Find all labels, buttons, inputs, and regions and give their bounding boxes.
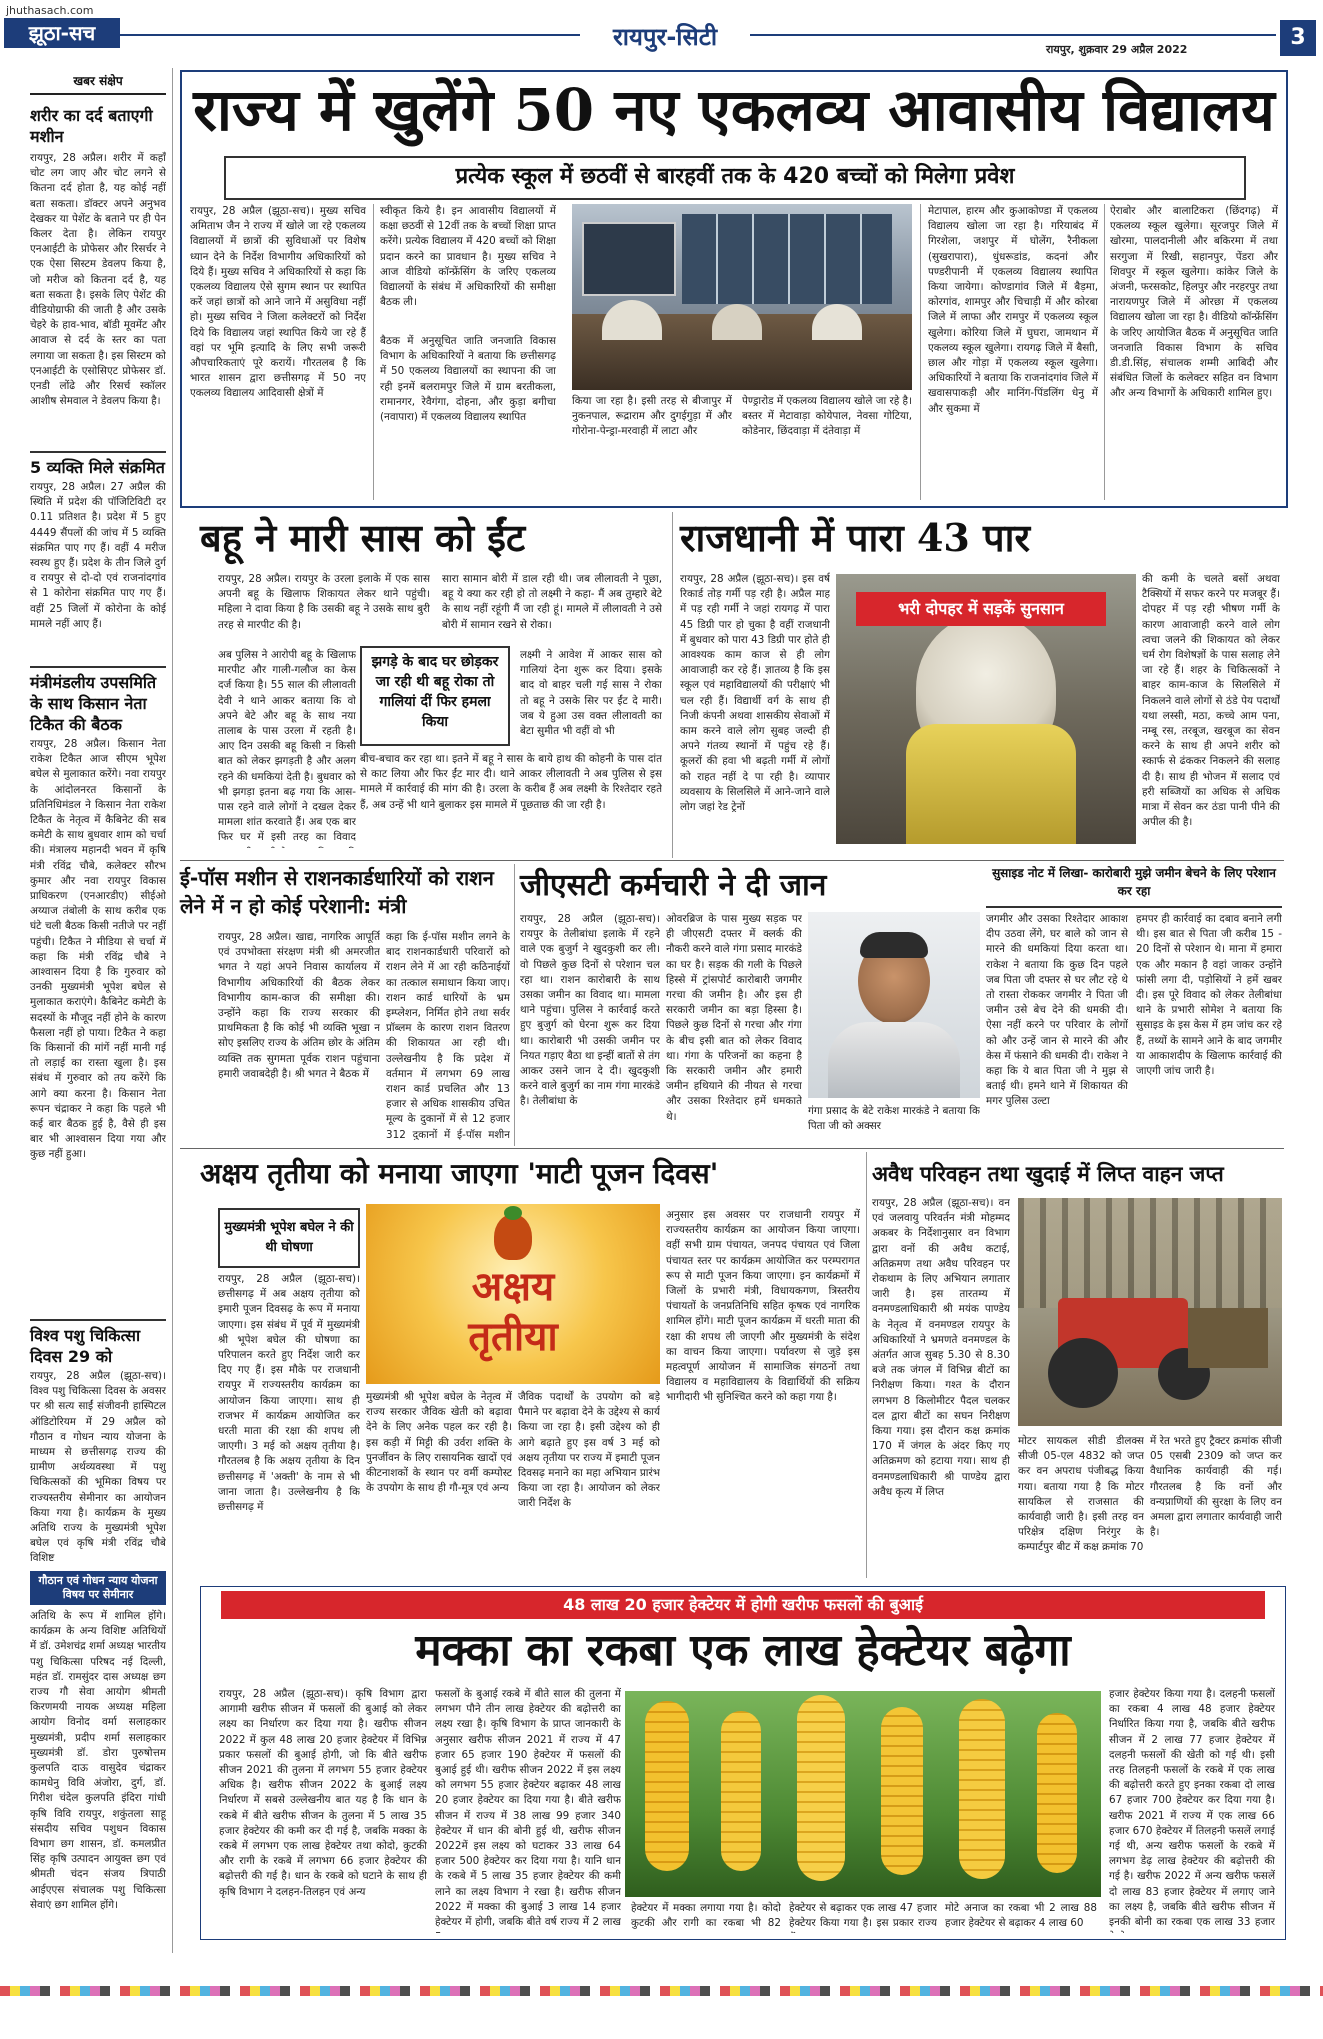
akshay-box: मुख्यमंत्री भूपेश बघेल ने की थी घोषणा — [218, 1208, 360, 1268]
garmi-col-2: की कमी के चलते बसों अथवा टैक्सियों में सफर करने पर मजबूर हैं। दोपहर में पड़ रही भीषण गर्मी के कारण आवाजाही करने वाले लोग त्वचा जलने की शिकायत को लेकर चर्म रोग विशेषज्ञों के पास सलाह लेने जा रहे हैं। शहर के चिकित्सकों ने बाहर काम-काज के सिलसिले में निकलने वाले लोगों से ठंडे पेय पदार्थों यथा लस्सी, मठा, कच्चे आम पना, नम्बू रस, तरबूज, खरबूज का सेवन करने के साथ ही अपने शरीर को स्कार्फ से ढंककर निकलने की सलाह दी है। साथ ही भोजन में सलाद एवं हरी सब्जियों का अधिक से अधिक मात्रा में सेवन कर ठंडा पानी पीने की अपील की है। — [1142, 573, 1280, 829]
lead-headline: राज्य में खुलेंगे 50 नए एकलव्य आवासीय विद्यालय — [193, 76, 1275, 144]
akshay-col-3: जैविक पदार्थों के उपयोग को बड़े पैमाने पर बढ़ावा देने के उद्देश्य से कार्य किया जा रहा है। इसी उद्देश्य को ही आगे बढ़ाते हुए इस वर्ष 3 मई को अक्षय तृतीया पर राज्य में इमाटी पूजन दिवसढ़ मनाने का महा अभियान प्रारंभ किया जा रहा है। आयोजन को लेकर जारी निर्देश के — [518, 1391, 660, 1510]
bahu-col-3: लक्ष्मी ने आवेश में आकर सास को गालियां देना शुरू कर दिया। इसके बाद वो बाहर चली गई सास ने रोका तो बहू ने उसके सिर पर ईंट दे मारी। जब ये हुआ उस वक्त लीलावती का बेटा सुमीत भी वहीं वो भी — [520, 649, 662, 738]
garmi-headline: राजधानी में पारा 43 पार — [680, 515, 1031, 560]
masthead — [0, 0, 1323, 62]
bahu-headline: बहू ने मारी सास को ईंट — [200, 515, 526, 560]
tractor-photo — [1018, 1198, 1282, 1426]
sidebar-item-body: रायपुर, 28 अप्रैल (झूठा-सच)। विश्व पशु चिकित्सा दिवस के अवसर पर श्री सत्य साईं संजीवनी हास्पिटल ऑडिटोरियम में 29 अप्रैल को गौठान व गोधन न्याय योजना के माध्यम से छत्तीसगढ़ राज्य की ग्रामीण अर्थव्यवस्था में पशु चिकित्सकों की भूमिका विषय पर राज्यस्तरीय सेमीनार का आयोजन किया गया है। कार्यक्रम के मुख्य अतिथि राज्य के मुख्यमंत्री भूपेश बघेल एवं कृषि मंत्री रविंद्र चौबे विशिष्ट — [30, 1370, 166, 1565]
gst-col-1: रायपुर, 28 अप्रैल (झूठा-सच)। रायपुर के तेलीबांधा इलाके में रहने वाले एक बुजुर्ग ने खुदकुशी कर ली। वो पिछले कुछ दिनों से परेशान चल रहा था। राशन कारोबारी के साथ उसका जमीन का विवाद था। मामला थाने पहुंचा। पुलिस ने कार्रवाई करते हुए बुजुर्ग को घेरना शुरू कर दिया था। कारोबारी भी उसकी जमीन पर नियत गड़ाए बैठा था इन्हीं बातों से तंग आकर उसने जान दे दी। खुदकुशी करने वाले बुजुर्ग का नाम गंगा मारकंडे है। तेलीबांधा के — [520, 913, 660, 1108]
lead-col-2b: बैठक में अनुसूचित जाति जनजाति विकास विभाग के अधिकारियों ने बताया कि छत्तीसगढ़ में 50 एकलव्य विद्यालयों का स्थापना की जा रही इनमें बलरामपुर जिले में ग्राम बरतीकला, रामानगर, रेवैगंगा, दोहना, और कुड़ा बगीचा (नवापारा) में एकलव्य विद्यालय स्थापित — [380, 335, 556, 424]
makka-headline: मक्का का रकबा एक लाख हेक्टेयर बढ़ेगा — [415, 1625, 1071, 1676]
sidebar-item-body: रायपुर, 28 अप्रैल। किसान नेता राकेश टिकैत आज सीएम भूपेश बघेल से मुलाकात करेंगे। नवा रायपुर के आंदोलनरत किसानों के प्रतिनिधिमंडल ने किसान नेता राकेश टिकैत के नेतृत्व में कैबिनेट की सब कमेटी के साथ बुधवार शाम को चर्चा की। मंत्रालय महानदी भवन में कृषि मंत्री रविंद्र चौबे, कलेक्टर सौरभ कुमार और नवा रायपुर विकास प्राधिकरण (एनआरडीए) सीईओ अय्याज तंबोली के साथ करीब एक घंटे चली बैठक किसी नतीजे पर नहीं पहुंची। टिकैत ने मीडिया से चर्चा में कहा कि मंत्री रविंद्र चौबे ने आश्वासन दिया है कि गुरुवार को उनकी मुख्यमंत्री भूपेश बघेल से मुलाकात कराएंगे। कैबिनेट कमेटी के सदस्यों के मौजूद नहीं होने के कारण फैसला नहीं हो पाया। टिकैत ने कहा कि किसानों की मांगें नहीं मानी गई तो लड़ाई का रास्ता खुला है। इस संबंध में गुरुवार को तय करेंगे कि आगे क्या करना है। किसान नेता रूपन चंद्राकर ने कहा कि पहले भी कई बार बैठक हुई है, वैसे ही इस बार भी आश्वासन दिया गया और कुछ नहीं हुआ। — [30, 738, 166, 1161]
site-url[interactable]: jhuthasach.com — [6, 4, 94, 17]
makka-photo-caption-b: हेक्टेयर से बढ़ाकर एक लाख 47 हजार हेक्टेयर किया गया है। इस प्रकार राज्य — [789, 1902, 937, 1930]
avaidh-headline: अवैध परिवहन तथा खुदाई में लिप्त वाहन जप्त — [872, 1162, 1224, 1186]
akshay-image-text-1: अक्षय — [471, 1264, 555, 1310]
garmi-col-1: रायपुर, 28 अप्रैल (झूठा-सच)। इस वर्ष रिकार्ड तोड़ गर्मी पड़ रही है। अप्रैल माह में पड़ रही गर्मी ने जहां रायगढ़ में पारा 45 डिग्री पार हो चुका है वहीं राजधानी में बुधवार को पारा 43 डिग्री पार होते ही आवश्यक काम काज से ही लोग आवाजाही कर रहे हैं। ज्ञातव्य है कि इस स्कूल एवं महाविद्यालयों की परीक्षाएं भी चल रही हैं। विद्यार्थी वर्ग के साथ ही निजी कंपनी अथवा शासकीय सेवाओं में काम करने वाले लोग सुबह जल्दी ही अपने गंतव्य स्थानों में पहुंच रहे हैं। कूलरों की हवा भी बढ़ती गर्मी में लोगों को राहत नहीं दे पा रही है। व्यापार व्यवसाय के सिलसिले में आने-जाने वाले लोग जहां रेड ट्रेनों — [680, 573, 830, 814]
epos-headline: ई-पॉस मशीन से राशनकार्डधारियों को राशन लेने में न हो कोई परेशानी: मंत्री — [180, 866, 494, 918]
makka-col-2: फसलों के बुआई रकबे में बीते साल की तुलना में लगभग पौने तीन लाख हेक्टेयर की बढ़ोत्तरी का लक्ष्य रखा है। कृषि विभाग के प्राप्त जानकारी के अनुसार खरीफ सीजन 2021 में राज्य में 47 हजार 65 हजार 190 हेक्टेयर में फसलों की बुआई हुई थी। खरीफ सीजन 2022 में इस लक्ष्य को लगभग 55 हजार हेक्टेयर बढ़ाकर 48 लाख 20 हजार हेक्टेयर का दिया गया है। बीते खरीफ सीजन में राज्य में 38 लाख 99 हजार 340 हेक्टेयर में धान की बोनी हुई थी, खरीफ सीजन 2022में इस लक्ष्य को घटाकर 33 लाख 64 हजार 500 हेक्टेयर कर दिया गया है। यानि धान के रकबे में 5 लाख 35 हजार हेक्टेयर की कमी लाने का लक्ष्य विभाग ने रखा है। खरीफ सीजन 2022 में मक्का की बुआई 3 लाख 14 हजार हेक्टेयर में होगी, जबकि बीते वर्ष राज्य में 2 लाख — [435, 1688, 621, 1929]
gst-photo-caption: गंगा प्रसाद के बेटे राकेश मारकंडे ने बताया कि पिता जी को अक्सर — [808, 1105, 980, 1133]
gst-side-head: सुसाइड नोट में लिखा- कारोबारी मुझे जमीन बेचने के लिए परेशान कर रहा — [986, 864, 1282, 908]
sidebar-tag: खबर संक्षेप — [30, 68, 166, 95]
gst-col-3: जगमीर और उसका रिश्तेदार आकाश दीप उठवा लेंगे, घर बाले को जान से मारने की धमकियां दिया करता था। राकेश ने बताया कि कुछ दिन पहले जब पिता जी दफ्तर से घर लौट रहे थे तो रास्ता रोककर जगमीर ने पिता जी जमीन उसे बेच देने की धमकी दी। ऐसा नहीं करने पर परिवार के लोगों को और उन्हें जान से मारने की और केस में फंसाने की धमकी दी। राकेश ने कहा कि ये बात पिता जी ने मुझ से बताई थी। हमने थाने में शिकायत की मगर पुलिस उल्टा — [986, 913, 1128, 1108]
lead-col-1: रायपुर, 28 अप्रैल (झूठा-सच)। मुख्य सचिव अमिताभ जैन ने राज्य में खोले जा रहे एकलव्य विद्यालयों में छात्रों की सुविधाओं पर विशेष ध्यान देने के निर्देश विभागीय अधिकारियों को दिये हैं। मुख्य सचिव ने अधिकारियों से कहा कि एकलव्य विद्यालय ऐसे सुगम स्थान पर स्थापित करें जहां छात्रों को आने जाने में असुविधा नहीं हो। मुख्य सचिव ने जिला कलेक्टरों को निर्देश दिये कि विद्यालय जहां स्थापित किये जा रहे हैं वहां पर भूमि इत्यादि के लिए सभी जरूरी औपचारिकताएं पूरे करायें। गौरतलब है कि भारत शासन द्वारा छत्तीसगढ़ में 50 नए एकलव्य विद्यालय आदिवासी क्षेत्रों में — [190, 205, 366, 400]
garmi-photo-caption: भरी दोपहर में सड़कें सुनसान — [898, 599, 1064, 618]
lead-subhead: प्रत्येक स्कूल में छठवीं से बारहवीं तक के 420 बच्चों को मिलेगा प्रवेश — [224, 156, 1246, 200]
akshay-col-1: रायपुर, 28 अप्रैल (झूठा-सच)। छत्तीसगढ़ में अब अक्षय तृतीया को इमारी पूजन दिवसढ़ के रूप में मनाया जाएगा। इस संबंध में पूर्व में मुख्यमंत्री श्री भूपेश बघेल की घोषणा का परिपालन करते हुए निर्देश जारी कर दिए गए हैं। इस मौके पर राजधानी रायपुर में राज्यस्तरीय कार्यक्रम का आयोजन किया जाएगा। साथ ही राजभर में कार्यक्रम आयोजित कर धरती माता की रक्षा की शपथ ली जाएगी। 3 मई को अक्षय तृतीया है। गौरतलब है कि अक्षय तृतीया के दिन छत्तीसगढ़ में 'अक्ती' के नाम से भी जाना जाता है। उल्लेखनीय है कि छत्तीसगढ़ में — [218, 1273, 360, 1514]
paper-logo: झूठा-सच — [4, 18, 120, 48]
makka-col-1: रायपुर, 28 अप्रैल (झूठा-सच)। कृषि विभाग द्वारा आगामी खरीफ सीजन में फसलों की बुआई को लेकर लक्ष्य का निर्धारण कर दिया गया है। खरीफ सीजन 2022 में कुल 48 लाख 20 हजार हेक्टेयर में विभिन्न प्रकार फसलों की बुआई होगी, जो कि बीते खरीफ सीजन 2021 की तुलना में लगभग 55 हजार हेक्टेयर अधिक है। खरीफ सीजन 2022 के बुआई लक्ष्य निर्धारण में सबसे उल्लेखनीय बात यह है कि धान के रकबे में बीते खरीफ सीजन के तुलना में 5 लाख 35 हजार हेक्टेयर की कमी कर दी गई है, जबकि मक्का के रकबे में लगभग एक लाख हेक्टेयर तथा कोदो, कुटकी और रागी के रकबे में लगभग 66 हजार हेक्टेयर की बढ़ोत्तरी की गई है। धान के रकबे को घटाने के साथ ही कृषि विभाग ने दलहन-तिलहन एवं अन्य — [219, 1688, 427, 1898]
lead-col-5: मेटापाल, हारम और कुआकोण्डा में एकलव्य विद्यालय खोला जा रहा है। गरियाबंद में गिरशेला, जशपुर में घोलेंग, रैनीकला (सुखरापारा), धुंधरूडांड, कदनां और पण्डरीपानी में एकलव्य विद्यालय स्थापित किया जायेगा। कोण्डागांव जिले में बैड़मा, कोरगांव, शामपुर और चिचाड़ी में और कोरबा जिले में लाफा और रामपुर में एकलव्य स्कूल खुलेगा। कोरिया जिले में घुघरा, जामथान में एकलव्य स्कूल खुलेगा। रायगढ़ जिले में बैसाी, छाल और गोड़ा में एकलव्य स्कूल खुलेगा। अधिकारियों ने बताया कि राजनांदगांव जिले में खवासपाकड़ी और मानिंग-पिंडलिंग धेनु में और सुकमा में — [928, 205, 1098, 415]
heat-woman-photo — [836, 574, 1136, 844]
sidebar-item-title: विश्व पशु चिकित्सा दिवस 29 को — [30, 1326, 141, 1366]
epos-col-1: रायपुर, 28 अप्रैल। खाद्य, नागरिक आपूर्ति एवं उपभोक्ता संरक्षण मंत्री श्री अमरजीत भगत ने यहां अपने निवास कार्यालय में विभागीय अधिकारियों की बैठक लेकर विभागीय काम-काज की समीक्षा की। उन्होंने कहा कि राज्य सरकार की प्राथमिकता है कि कोई भी व्यक्ति भूखा न सोए इसलिए राज्य के अंतिम छोर के अंतिम व्यक्ति तक सुगमता पूर्वक राशन पहुंचाना हमारी जवाबदेही है। श्री भगत ने बैठक में — [218, 931, 380, 1080]
lead-col-6: ऐराबोर और बालाटिकरा (छिंदगढ़) में एकलव्य स्कूल खुलेगा। सूरजपुर जिले में खोरमा, पालदानीली और बकिरमा में तथा सरगुजा में रिखी, सहानपुर, पेंडरा और शिवपुर में स्कूल खुलेगा। कांकेर जिले के अंजनी, फरसकोट, हिलपुर और नरहरपुर तथा नारायणपुर जिले में ओरछा में एकलव्य विद्यालय खोला जा रहा है। वीडियो कॉन्फ्रेंसिंग के जरिए आयोजित बैठक में अनुसूचित जाति जनजाति विकास विभाग के सचिव डी.डी.सिंह, संचालक शम्मी आबिदी और संबंधित जिलों के कलेक्टर सहित वन विभाग और अन्य विभागों के अधिकारी शामिल हुए। — [1110, 205, 1278, 400]
lead-col-3: किया जा रहा है। इसी तरह से बीजापुर में नुकनपाल, रूद्राराम और दुगईगुड़ा में और गोरोना-पेन्ड्रा-मरवाही में लाटा और — [572, 395, 732, 438]
lead-col-2a: स्वीकृत किये है। इन आवासीय विद्यालयों में कक्षा छठवीं से 12वीं तक के बच्चों शिक्षा प्राप्त करेंगे। प्रत्येक विद्यालय में 420 बच्चों को शिक्षा प्रदान करने का प्रावधान है। मुख्य सचिव ने आज वीडियो कॉन्फ्रेंसिंग के जरिए एकलव्य विद्यालयों के संबंध में अधिकारियों की समीक्षा बैठक ली। — [380, 205, 556, 309]
sidebar-subhead: गौठान एवं गोधन न्याय योजना विषय पर सेमीनार — [30, 1571, 166, 1605]
avaidh-col-2: मोटर सायकल सीडी डीलक्स सीजी 05-एल 4832 को जप्त कर वन अपराध पंजीबद्ध किया गया। बताया गया है कि मोटर सायकिल से राजसात की कार्यवाही जारी है। इसी तरह वन परिक्षेत्र दक्षिण निरंगुर के कम्पार्टपुर बीट में कक्ष क्रमांक 70 — [1018, 1435, 1144, 1554]
sidebar-item-body: अतिथि के रूप में शामिल होंगे। कार्यक्रम के अन्य विशिष्ट अतिथियों में डॉ. उमेशचंद्र शर्मा अध्यक्ष भारतीय पशु चिकित्सा परिषद नई दिल्ली, महंत डॉ. रामसुंदर दास अध्यक्ष छग राज्य गौ सेवा आयोग श्रीमती किरणमयी नायक अध्यक्ष महिला आयोग विनोद वर्मा सलाहकार मुख्यमंत्री, प्रदीप शर्मा सलाहकार मुख्यमंत्री डॉ. डोरा पुरुषोत्तम कुलपति दाऊ वासुदेव चंद्राकर कामधेनु विवि अंजोरा, दुर्ग, डॉ. गिरीश चंदेल कुलपति इंदिरा गांधी कृषि विवि रायपुर, शकुंतला साहू संसदीय सचिव पशुधन विकास विभाग छग शासन, डॉ. कमलप्रीत सिंह कृषि उत्पादन आयुक्त छग एवं श्रीमती चंदन संजय त्रिपाठी आईएएस संचालक पशु चिकित्सा सेवाएं छग शामिल होंगे। — [30, 1610, 166, 1911]
makka-col-3: हजार हेक्टेयर किया गया है। दलहनी फसलों का रकबा 4 लाख 48 हजार हेक्टेयर निर्धारित किया गया है, जबकि बीते खरीफ सीजन में 2 लाख 77 हजार हेक्टेयर में दलहनी फसलों की खेती को गई थी। इसी तरह तिलहनी फसलों के रकबे में एक लाख की बढ़ोत्तरी करते हुए इनका रकबा दो लाख 67 हजार 700 हेक्टेयर कर दिया गया है। खरीफ 2021 में राज्य में एक लाख 66 हजार 670 हेक्टेयर में तिलहनी फसलें लगाई गई थी, अन्य खरीफ फसलों के रकबे में लगभग डेढ़ लाख हेक्टेयर की बढ़ोत्तरी की गई है। खरीफ 2022 में अन्य खरीफ फसलें दो लाख 83 हजार हेक्टेयर में लगाए जाने का लक्ष्य है, जबकि बीते खरीफ सीजन में इनकी बोनी का रकबा एक लाख 33 हजार — [1109, 1688, 1275, 1929]
akshay-tritiya-graphic — [366, 1204, 660, 1384]
gst-portrait-photo — [808, 912, 980, 1098]
gst-headline: जीएसटी कर्मचारी ने दी जान — [520, 868, 827, 903]
sidebar-item-4[interactable] — [30, 1325, 166, 1569]
sidebar — [30, 68, 166, 1953]
makka-photo-caption-a: हेक्टेयर में मक्का लगाया गया है। कोदो कुटकी और रागी का रकबा भी 82 — [631, 1902, 781, 1930]
lead-story-box — [180, 70, 1288, 508]
sidebar-item-1[interactable] — [30, 105, 166, 447]
sidebar-item-body: रायपुर, 28 अप्रैल। शरीर में कहाँ चोट लग जाए और चोट लगने से कितना दर्द होता है, यह कोई नहीं बता सकता। डॉक्टर अपने अनुभव देखकर या पेशेंट के बताने पर ही पेन किलर देता है। लेकिन रायपुर एनआईटी के प्रोफेसर और रिसर्चर ने एक ऐसा सिस्टम डेवलप किया है, जो मरीज को कितना दर्द है, यह बता सकता है। इसके लिए पेशेंट की वीडियोग्राफी की जाती है और उसके चेहरे के हाव-भाव, बॉडी मूवमेंट और आवाज से दर्द के स्तर का पता लगाया जा सकता है। इस सिस्टम को एनआईटी के एसोसिएट प्रोफेसर डॉ. एनडी लोंढे और रिसर्च स्कॉलर आशीष सेमवाल ने डेवलप किया है। — [30, 152, 166, 408]
sidebar-item-title: शरीर का दर्द बताएगी मशीन — [30, 106, 153, 146]
video-conference-photo — [572, 204, 912, 390]
akshay-col-4: अनुसार इस अवसर पर राजधानी रायपुर में राज्यस्तरीय कार्यक्रम का आयोजन किया जाएगा। वहीं सभी ग्राम पंचायत, जनपद पंचायत एवं जिला पंचायत स्तर पर कार्यक्रम आयोजित कर परम्परागत रूप से माटी पूजन किया जाएगा। इन कार्यक्रमों में जिलों के प्रभारी मंत्री, विधायकगण, त्रिस्तरीय पंचायतों के जनप्रतिनिधि सहित कृषक एवं नागरिक शामिल होंगे। माटी पूजन कार्यक्रम में धरती माता की रक्षा की शपथ ली जाएगी और मुख्यमंत्री के संदेश का वाचन किया जाएगा। पर्यावरण से जुड़े इस महत्वपूर्ण आयोजन में सामाजिक संगठनों तथा विद्यालय व महाविद्यालय के विद्यार्थियों की सक्रिय भागीदारी भी सुनिश्चित करने को कहा गया है। — [666, 1209, 860, 1404]
gst-col-2: ओवरब्रिज के पास मुख्य सड़क पर ही जीएसटी दफ्तर में क्लर्क की नौकरी करने वाले गंगा प्रसाद मारकंडे का घर है। सड़क की गली के पिछले हिस्से में ट्रांसपोर्ट कारोबारी जगमीर गरचा की जमीन है। और इस ही सरकारी जमीन का बड़ा हिस्सा है। पिछले कुछ दिनों से गरचा और गंगा के बीच इसी बात को लेकर विवाद था। गंगा के परिजनों का कहना है कि सरकारी जमीन और हमारी जमीन हथियाने की नीयत से गरचा और उसका रिश्तेदार हमें धमकाते थे। — [666, 913, 802, 1123]
corn-photo — [625, 1691, 1101, 1897]
print-color-bar — [0, 1986, 1323, 1996]
makka-photo-caption-c: मोटे अनाज का रकबा भी 2 लाख 88 हजार हेक्टेयर से बढ़ाकर 4 लाख 60 — [945, 1902, 1097, 1930]
date-line: रायपुर, शुक्रवार 29 अप्रैल 2022 — [1046, 43, 1188, 56]
bahu-col-2a: सारा सामान बोरी में डाल रही थी। जब लीलावती ने पूछा, बहू ये क्या कर रही हो तो लक्ष्मी ने कहा- मैं अब तुम्हारे बेटे के साथ नहीं रहूंगी मैं जा रही हूं। मामले में लीलावती ने उसे बोरी में सामान रखने से रोका। — [442, 573, 662, 631]
bahu-pullquote: झगड़े के बाद घर छोड़कर जा रही थी बहू रोका तो गालियां दीं फिर हमला किया — [360, 646, 510, 746]
akshay-headline: अक्षय तृतीया को मनाया जाएगा 'माटी पूजन दिवस' — [200, 1157, 719, 1190]
bahu-col-2b: बीच-बचाव कर रहा था। इतने में बहू ने सास के बाये हाथ की कोहनी के पास दांत से काट लिया और फिर ईंट मार दी। थाने आकर लीलावती ने अब पुलिस से इस मामले में कार्रवाई की मांग की है। उरला के करीब हैं अब लक्ष्मी के रिश्तेदार रहते हैं, अब उन्हें भी थाने बुलाकर इस मामले में पूछताछ की जा रही है। — [360, 753, 662, 811]
makka-story-box — [200, 1586, 1286, 1940]
gst-col-4: हमपर ही कार्रवाई का दबाव बनाने लगी थी। इस बात से पिता जी करीब 15 - 20 दिनों से परेशान थे। माना में हमारा एक और मकान है वहां जाकर उन्होंने फांसी लगा दी, पड़ोसियों ने हमें खबर दी। इस पूरे विवाद को लेकर तेलीबांधा थाने के प्रभारी सोमेश ने बताया कि सुसाइड के इस केस में हम जांच कर रहे हैं, तथ्यों के सामने आने के बाद जगमीर या आकाशदीप के खिलाफ कार्रवाई की जाएगी जांच जारी है। — [1136, 913, 1282, 1078]
makka-kicker: 48 लाख 20 हजार हेक्टेयर में होगी खरीफ फसलों की बुआई — [221, 1591, 1265, 1619]
sidebar-item-title: मंत्रीमंडलीय उपसमिति के साथ किसान नेता टिकैत की बैठक — [30, 673, 157, 734]
sidebar-item-title: 5 व्यक्ति मिले संक्रमित — [30, 458, 165, 477]
sidebar-item-2[interactable] — [30, 457, 166, 662]
akshay-col-2: मुख्यमंत्री श्री भूपेश बघेल के नेतृत्व में राज्य सरकार जैविक खेती को बढ़ावा देने के लिए अनेक पहल कर रही है। इस कड़ी में मिट्टी की उर्वरा शक्ति के पुनर्जीवन के लिए रासायनिक खादों एवं कीटनाशकों के स्थान पर वर्मी कम्पोस्ट के उपयोग के साथ ही गौ-मूत्र एवं अन्य — [366, 1391, 512, 1495]
epos-col-2: कहा कि ई-पॉस मशीन लगने के बाद राशनकार्डधारी परिवारों को राशन लेने में आ रही कठिनाईयों का तत्काल समाधान किया जाए। राशन कार्ड धारियों के भ्रम इम्प्लेशन, निर्मित होने तथा सर्वर प्रॉब्लम के कारण राशन वितरण की शिकायत आ रही थी। उल्लेखनीय है कि प्रदेश में वर्तमान में लगभग 69 लाख राशन कार्ड प्रचलित और 13 हजार से अधिक शासकीय उचित मूल्य के दुकानों में से 12 हजार 312 दुकानों में ई-पॉस मशीन — [386, 931, 510, 1140]
avaidh-col-1: रायपुर, 28 अप्रैल (झूठा-सच)। वन एवं जलवायु परिवर्तन मंत्री मोहम्मद अकबर के निर्देशानुसार वन विभाग द्वारा वनों की अवैध कटाई, अतिक्रमण तथा अवैध परिवहन पर रोकथाम के लिए अभियान लगातार जारी है। इस तारतम्य में वनमण्डलाधिकारी श्री मयंक पाण्डेय के नेतृत्व में वनमण्डल रायपुर के अधिकारियों ने भ्रमणते वनमण्डल के अंतर्गत आज सुबह 5.30 से 8.30 बजे तक जंगल में विभिन्न बीटों का निरीक्षण किया। गश्त के दौरान लगभग 8 किलोमीटर पैदल चलकर दल द्वारा बीटों का सघन निरीक्षण किया गया। इस दौरान कक्ष क्रमांक 170 में जंगल के अंदर किए गए अतिक्रमण को हटाया गया। साथ ही वनमण्डलाधिकारी श्री पाण्डेय द्वारा अवैध कृत्य में लिप्त — [872, 1197, 1010, 1498]
avaidh-col-3: में रेत भरते हुए ट्रैक्टर क्रमांक सीजी 05 एसबी 2309 को जप्त कर वैधानिक कार्यवाही की गई। गौरतलब है कि वनों और वन्यप्राणियों की सुरक्षा के लिए वन अमला द्वारा लगातार कार्यवाही जारी है। — [1150, 1435, 1282, 1539]
akshay-image-text-2: तृतीया — [468, 1314, 558, 1360]
page-number: 3 — [1280, 20, 1316, 56]
section-title: रायपुर-सिटी — [580, 22, 750, 52]
sidebar-item-3[interactable] — [30, 672, 166, 1315]
bahu-col-1b: अब पुलिस ने आरोपी बहू के खिलाफ मारपीट और गाली-गलौज का केस दर्ज किया है। 55 साल की लीलावती देवी ने थाने आकर बताया कि वो अपने बेटे और बहू के साथ नया तालाब के पास उरला में रहती है। आए दिन उसकी बहू किसी न किसी बात को लेकर झगड़ती है और अलग रहने की धमकियां देती है। बुधवार को भी झगड़ा इतना बढ़ गया कि आस-पास रहने वाले लोगों ने दखल देकर मामला शांत करवाते हैं। अब एक बार फिर घर में इसी तरह का विवाद — [218, 649, 356, 844]
sidebar-item-body: रायपुर, 28 अप्रैल। 27 अप्रैल की स्थिति में प्रदेश की पॉजिटिविटी दर 0.11 प्रतिशत है। प्रदेश में 5 हुए 4449 सैंपलों की जांच में 5 व्यक्ति संक्रमित पाए गए हैं। वहीं 4 मरीज स्वस्थ हुए हैं। प्रदेश के तीन जिले दुर्ग व रायपुर से दो-दो एवं राजनांदगांव से 1 कोरोना संक्रमित पाए गए हैं। वहीं 25 जिलों में कोरोना के कोई मामले नहीं आए हैं। — [30, 481, 166, 630]
bahu-col-1a: रायपुर, 28 अप्रैल। रायपुर के उरला इलाके में एक सास अपनी बहू के खिलाफ शिकायत लेकर थाने पहुंची। महिला ने दावा किया है कि उसकी बहू ने उसके साथ बुरी तरह से मारपीट की है। — [218, 573, 430, 631]
lead-col-4: पेण्ड्रारोड में एकलव्य विद्यालय खोले जा रहे है। बस्तर में मेटावाड़ा कोयेपाल, नेवसा गोटिया, कोडेनार, छिंदवाड़ा में दंतेवाड़ा में — [742, 395, 912, 438]
